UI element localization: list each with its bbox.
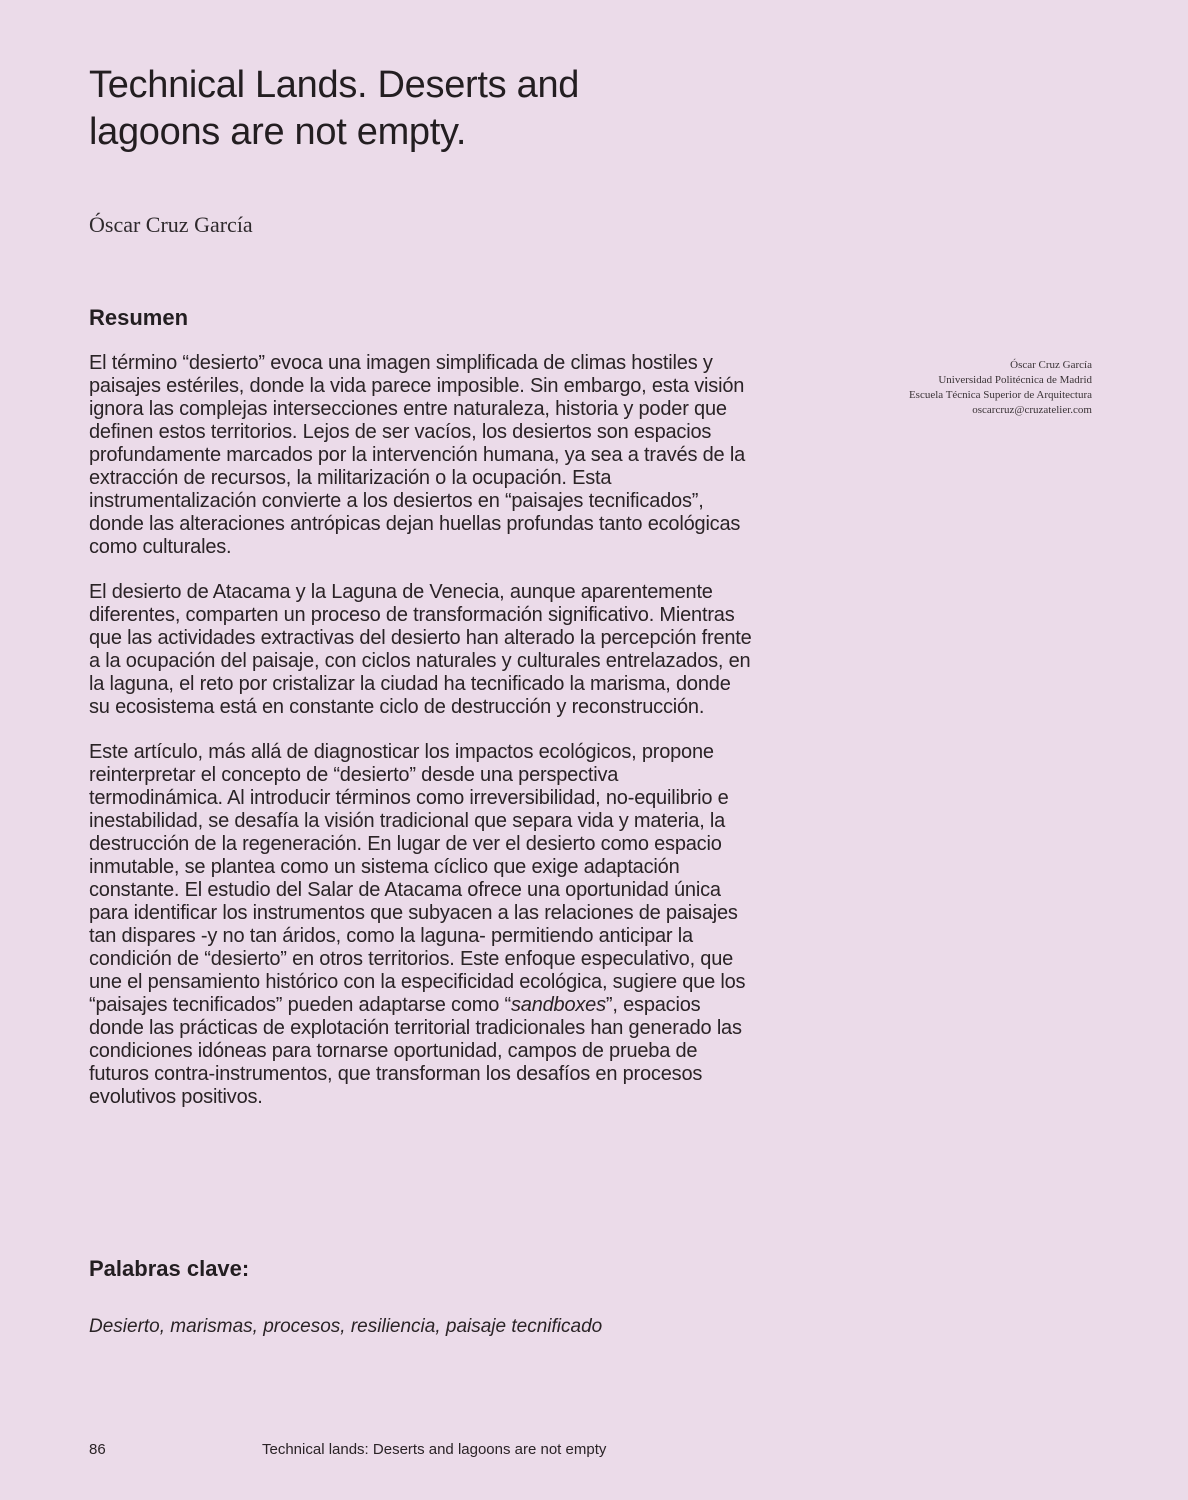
abstract-paragraph-2: El desierto de Atacama y la Laguna de Venecia, aunque aparentemente diferentes, comparten un proceso de transformación significativo. Mientras que las actividades extractivas del desierto han alterado la percepción frente a la ocupación del paisaje, con ciclos naturales y culturales entrelazados, en la laguna, el reto por cristalizar la ciudad ha tecnificado la marisma, donde su ecosistema está en constante ciclo de destrucción y reconstrucción. [89,581,752,718]
affiliation-school: Escuela Técnica Superior de Arquitectura [908,389,1092,401]
abstract-paragraph-3-part-1: Este artículo, más allá de diagnosticar los impactos ecológicos, propone reinterpretar el concepto de “desierto” desde una perspectiva termodinámica. Al introducir términos como irreversibilidad, no-equilibrio e inestabilidad, se desafía la visión tradicional que separa vida y materia, la destrucción de la regeneración. En lugar de ver el desierto como espacio inmutable, se plantea como un sistema cíclico que exige adaptación constante. El estudio del Salar de Atacama ofrece una oportunidad única para identificar los instrumentos que subyacen a las relaciones de paisajes tan dispares -y no tan áridos, como la laguna- permitiendo anticipar la condición de “desierto” en otros territorios. Este enfoque especulativo, que une el pensamiento histórico con la especificidad ecológica, sugiere que los “paisajes tecnificados” pueden adaptarse como “ [89,741,746,1016]
abstract-paragraph-3-part-2: ”, espacios donde las prácticas de explotación territorial tradicionales han generado las condiciones idóneas para tornarse oportunidad, campos de prueba de futuros contra-instrumentos, que transforman los desafíos en procesos evolutivos positivos. [89,994,742,1108]
author-name: Óscar Cruz García [89,212,253,237]
keywords-heading: Palabras clave: [89,1256,250,1281]
affiliation-university: Universidad Politécnica de Madrid [938,374,1092,386]
article-title-line-2: lagoons are not empty. [89,111,467,153]
page-number: 86 [89,1441,106,1458]
abstract-paragraph-3 [89,741,753,1109]
running-title: Technical lands: Deserts and lagoons are not empty [262,1441,607,1458]
article-title [89,62,649,156]
abstract-body [89,352,753,1131]
affiliation-email: oscarcruz@cruzatelier.com [972,404,1092,416]
keywords-list: Desierto, marismas, procesos, resiliencia, paisaje tecnificado [89,1316,603,1337]
abstract-paragraph-3-italic-term: sandboxes [510,994,606,1016]
author-affiliation [820,358,1092,418]
affiliation-name: Óscar Cruz García [1010,359,1092,371]
abstract-paragraph-1: El término “desierto” evoca una imagen simplificada de climas hostiles y paisajes estériles, donde la vida parece imposible. Sin embargo, esta visión ignora las complejas intersecciones entre naturaleza, historia y poder que definen estos territorios. Lejos de ser vacíos, los desiertos son espacios profundamente marcados por la intervención humana, ya sea a través de la extracción de recursos, la militarización o la ocupación. Esta instrumentalización convierte a los desiertos en “paisajes tecnificados”, donde las alteraciones antrópicas dejan huellas profundas tanto ecológicas como culturales. [89,352,745,558]
article-title-line-1: Technical Lands. Deserts and [89,64,580,106]
abstract-heading: Resumen [89,305,189,330]
